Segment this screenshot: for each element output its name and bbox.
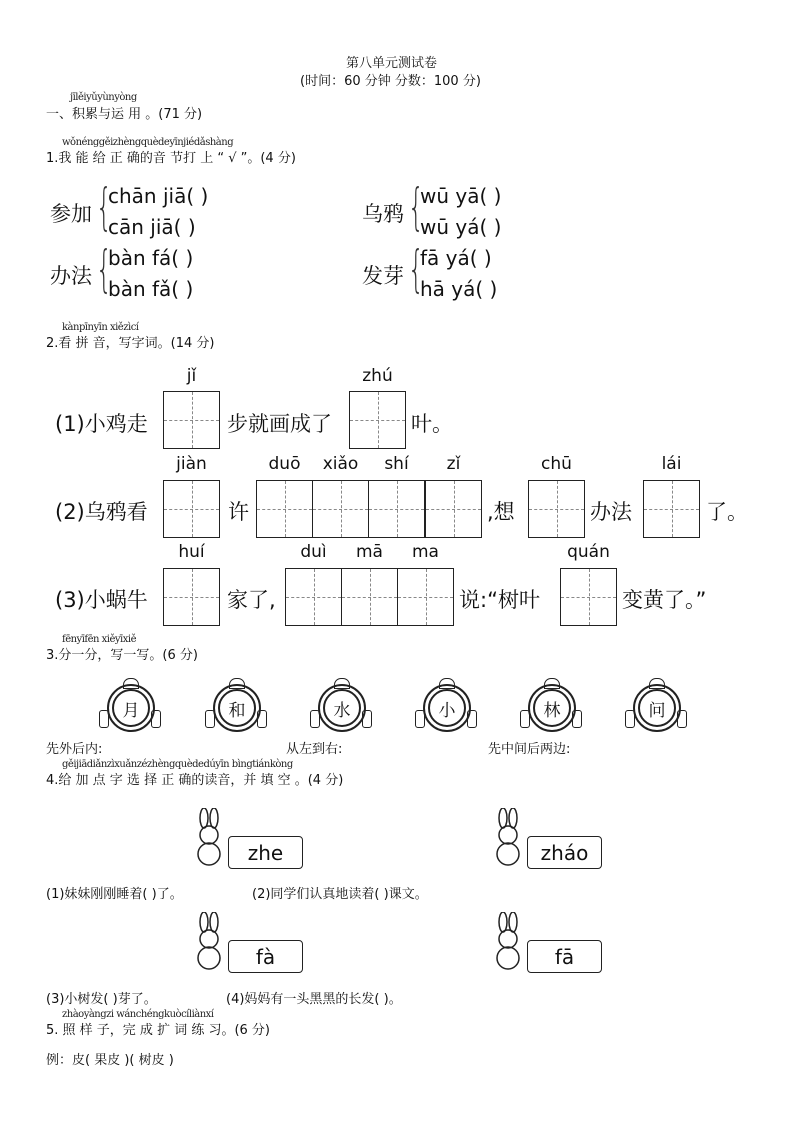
brace: { xyxy=(407,178,424,236)
question-title: 2.看 拼 音，写字词。(14 分) xyxy=(46,336,215,351)
character-seal xyxy=(103,678,157,732)
option[interactable]: wū yā( ) xyxy=(420,184,502,208)
character-seal xyxy=(314,678,368,732)
pinyin: jīlěiyǔyùnyòng xyxy=(70,92,137,103)
writing-box[interactable] xyxy=(163,568,220,626)
writing-box[interactable] xyxy=(163,480,220,538)
character: 和 xyxy=(218,689,256,727)
brace: { xyxy=(407,240,424,298)
fill-sentence[interactable]: (1)妹妹刚刚睡着( )了。 xyxy=(46,887,183,902)
option[interactable]: fā yá( ) xyxy=(420,246,492,270)
example-text: 例：皮( 果皮 )( 树皮 ) xyxy=(46,1053,174,1068)
option[interactable]: bàn fá( ) xyxy=(108,246,194,270)
option[interactable]: wū yá( ) xyxy=(420,215,502,239)
box-pinyin: jǐ xyxy=(186,366,197,386)
question-title: 5. 照 样 子，完 成 扩 词 练 习。(6 分) xyxy=(46,1023,271,1038)
writing-box[interactable] xyxy=(163,391,220,449)
character: 小 xyxy=(428,689,466,727)
character: 问 xyxy=(638,689,676,727)
character: 水 xyxy=(323,689,361,727)
box-pinyin: zhú xyxy=(362,366,393,386)
rabbit-icon xyxy=(190,912,230,972)
character-seal xyxy=(524,678,578,732)
word: 办法 xyxy=(50,264,92,288)
sentence-text: 许 xyxy=(228,500,249,524)
sentence-text: 了。 xyxy=(706,500,748,524)
character-seal xyxy=(209,678,263,732)
option[interactable]: chān jiā( ) xyxy=(108,184,209,208)
category-label: 先外后内: xyxy=(46,742,103,757)
word: 发芽 xyxy=(362,264,404,288)
pinyin-tag: fā xyxy=(527,940,602,973)
box-pinyin: ma xyxy=(412,542,439,562)
rabbit-icon xyxy=(190,808,230,868)
writing-box[interactable] xyxy=(341,568,398,626)
writing-box[interactable] xyxy=(643,480,700,538)
box-pinyin: mā xyxy=(356,542,383,562)
option[interactable]: bàn fǎ( ) xyxy=(108,277,194,301)
character-seal xyxy=(419,678,473,732)
writing-box[interactable] xyxy=(397,568,454,626)
fill-sentence[interactable]: (2)同学们认真地读着( )课文。 xyxy=(252,887,428,902)
page-title: 第八单元测试卷 xyxy=(346,56,438,71)
sentence-text: (1)小鸡走 xyxy=(55,412,148,436)
fill-sentence[interactable]: (3)小树发( )芽了。 xyxy=(46,992,157,1007)
pinyin: kànpīnyīn xiězìcí xyxy=(62,322,139,333)
box-pinyin: jiàn xyxy=(176,454,207,474)
rabbit-icon xyxy=(489,912,529,972)
pinyin: fēnyīfēn xiěyīxiě xyxy=(62,634,137,645)
sentence-text: 变黄了。” xyxy=(622,588,707,612)
sentence-text: (3)小蜗牛 xyxy=(55,588,148,612)
sentence-text: 办法 xyxy=(590,500,632,524)
fill-sentence[interactable]: (4)妈妈有一头黑黑的长发( )。 xyxy=(226,992,402,1007)
writing-box[interactable] xyxy=(368,480,425,538)
pinyin: wǒnénggěizhèngquèdeyīnjiédǎshàng xyxy=(62,137,234,148)
question-title: 1.我 能 给 正 确的音 节打 上 “ √ ”。(4 分) xyxy=(46,151,296,166)
page-subtitle: (时间：60 分钟 分数：100 分) xyxy=(300,74,481,89)
writing-box[interactable] xyxy=(256,480,313,538)
writing-box[interactable] xyxy=(312,480,369,538)
rabbit-icon xyxy=(489,808,529,868)
option[interactable]: cān jiā( ) xyxy=(108,215,196,239)
character: 月 xyxy=(112,689,150,727)
sentence-text: ,想 xyxy=(487,500,515,524)
writing-box[interactable] xyxy=(285,568,342,626)
box-pinyin: xiǎo xyxy=(322,454,359,474)
pinyin-tag: fà xyxy=(228,940,303,973)
sentence-text: 家了, xyxy=(227,588,276,612)
box-pinyin: chū xyxy=(541,454,572,474)
sentence-text: 步就画成了 xyxy=(227,412,332,436)
box-pinyin: lái xyxy=(661,454,682,474)
pinyin-tag: zhe xyxy=(228,836,303,869)
writing-box[interactable] xyxy=(349,391,406,449)
pinyin: gěijiādiǎnzìxuǎnzézhèngquèdedúyīn bìngtiánkòng xyxy=(62,759,293,770)
category-label: 从左到右: xyxy=(286,742,343,757)
sentence-text: 叶。 xyxy=(411,412,453,436)
writing-box[interactable] xyxy=(425,480,482,538)
section-heading: 一、积累与运 用 。(71 分) xyxy=(46,107,203,122)
box-pinyin: zǐ xyxy=(446,454,461,474)
word: 乌鸦 xyxy=(362,202,404,226)
character-seal xyxy=(629,678,683,732)
character: 林 xyxy=(533,689,571,727)
brace: { xyxy=(95,178,112,236)
brace: { xyxy=(95,240,112,298)
sentence-text: (2)乌鸦看 xyxy=(55,500,148,524)
box-pinyin: duì xyxy=(300,542,327,562)
option[interactable]: hā yá( ) xyxy=(420,277,498,301)
category-label: 先中间后两边: xyxy=(488,742,571,757)
word: 参加 xyxy=(50,202,92,226)
box-pinyin: duō xyxy=(268,454,301,474)
sentence-text: 说:“树叶 xyxy=(459,588,540,612)
writing-box[interactable] xyxy=(560,568,617,626)
box-pinyin: huí xyxy=(178,542,205,562)
question-title: 3.分一分，写一写。(6 分) xyxy=(46,648,198,663)
box-pinyin: quán xyxy=(567,542,610,562)
writing-box[interactable] xyxy=(528,480,585,538)
question-title: 4.给 加 点 字 选 择 正 确的读音，并 填 空 。(4 分) xyxy=(46,773,344,788)
pinyin: zhàoyàngzi wánchéngkuòcíliànxí xyxy=(62,1009,214,1020)
pinyin-tag: zháo xyxy=(527,836,602,869)
box-pinyin: shí xyxy=(384,454,409,474)
